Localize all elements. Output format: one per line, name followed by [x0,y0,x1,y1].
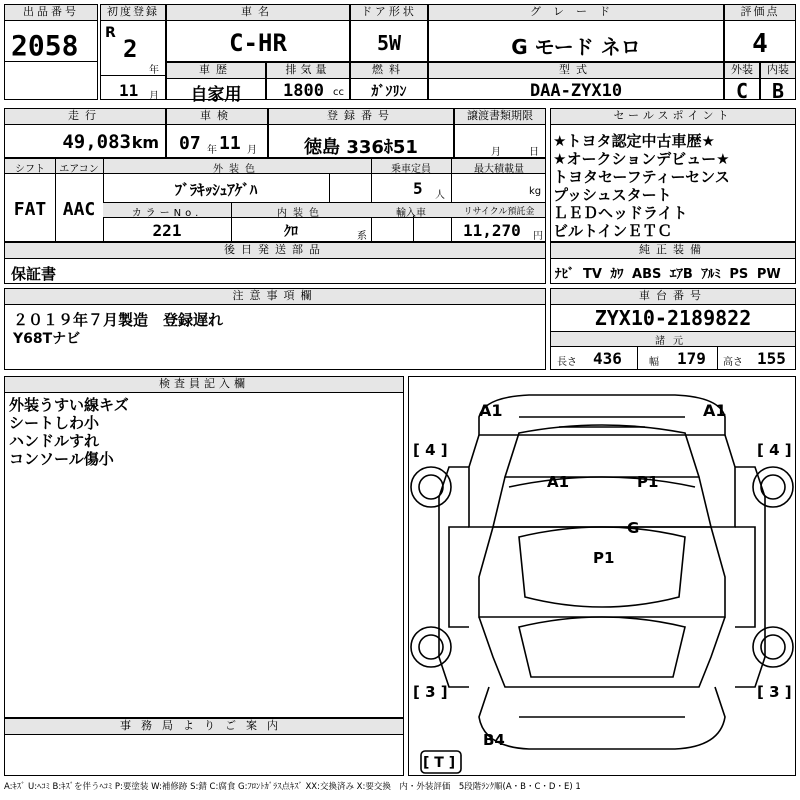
car-outline-icon [409,377,795,775]
fuel: ｶﾞｿﾘﾝ [371,84,407,100]
later-parts: 保証書 [11,265,57,283]
reg-year: 2 [123,35,138,63]
notes-line: ２０１９年７月製造 登録遅れ [13,311,224,329]
chassis-label: 車台番号 [551,289,795,305]
equipment-item: ﾅﾋﾞ [555,267,575,282]
mileage-unit: km [131,133,159,152]
damage-mark: A1 [479,401,503,420]
equipment-box [550,242,796,284]
grade-box [428,4,724,62]
lot-number-box [4,4,98,100]
mileage-box [4,108,166,158]
displacement-label: 排気量 [267,63,349,79]
inspector-line: ハンドルすれ [9,432,100,450]
spare-tire-depth: [ T ] [423,755,456,771]
transfer-month: 月 [491,147,501,158]
inspector-line: コンソール傷小 [9,450,114,468]
equipment-item: TV [583,267,602,282]
later-parts-box [4,242,546,284]
transfer-label: 譲渡書類期限 [455,109,545,125]
dims-label: 諸元 [655,336,691,347]
rating-box [724,4,796,62]
transfer-box [454,108,546,158]
recycle-unit: 円 [533,231,543,242]
color-no: 221 [152,221,182,240]
chassis-box [550,288,796,370]
fuel-label: 燃料 [351,63,427,79]
equipment-item: ｶﾜ [610,267,624,282]
equipment-item: ｱﾙﾐ [701,267,721,282]
damage-mark: B4 [483,731,505,749]
door: 5W [376,31,402,55]
car-diagram [408,376,796,776]
equipment-item: PS [729,267,749,282]
sales-points-label: セールスポイント [551,109,795,125]
plate-box [268,108,454,158]
interior-grade: B [771,79,785,103]
damage-mark: P1 [593,549,615,567]
length-label: 長さ [557,357,577,368]
inspection-box [166,108,268,158]
ext-color-label: 外装色 [213,164,261,175]
int-color: ｸﾛ [284,224,298,240]
ac-label: エアコン [59,164,99,175]
chassis-number: ZYX10-2189822 [594,306,752,330]
insp-month-unit: 月 [247,145,257,156]
history-box [166,62,266,105]
fuel-box [350,62,428,100]
inspector-line: 外装うすい線キズ [9,396,129,414]
month-unit: 月 [149,91,159,102]
mileage-label: 走行 [5,109,165,125]
notes-line: Y68Tナビ [13,331,81,347]
later-parts-label: 後日発送部品 [5,243,545,259]
shift: FAT [13,199,47,220]
capacity: 5 [413,179,423,198]
capacity-unit: 人 [435,190,445,201]
inspector-box [4,376,404,718]
width-label: 幅 [649,357,659,368]
lot-number: 2058 [11,29,79,62]
car-name-box [166,4,350,62]
history-label: 車歴 [167,63,265,79]
sales-point: プッシュスタート [553,186,672,204]
inspector-notes [9,396,129,468]
first-reg-label: 初度登録 [101,5,165,21]
equipment-item: ABS [632,267,662,282]
grade-label: グレード [429,5,723,21]
int-color-unit: 系 [357,231,367,242]
notes-label: 注意事項欄 [5,289,545,305]
spec-block [4,158,546,242]
tire-depth: [ 3 ] [413,683,448,701]
office-label: 事務局よりご案内 [5,719,403,735]
length: 436 [593,349,622,368]
plate-label: 登録番号 [269,109,453,125]
height: 155 [757,349,786,368]
color-no-label: カラーNo. [131,208,203,219]
year-unit: 年 [149,65,159,76]
insp-year: 07 [179,133,201,154]
displacement-unit: cc [333,87,344,98]
first-registration-box [100,4,166,100]
car-name: C-HR [229,29,287,57]
exterior-label: 外装 [725,63,759,79]
office-box [4,718,404,776]
recycle-label: リサイクル預託金 [463,207,535,217]
max-load-label: 最大積載量 [474,164,524,175]
reg-month: 11 [119,81,139,100]
lot-label: 出品番号 [5,5,97,21]
era: R [105,25,116,41]
grade: G モード ネロ [511,35,641,59]
legend: A:ｷｽﾞ U:ﾍｺﾐ B:ｷｽﾞを伴うﾍｺﾐ P:要塗装 W:補修跡 S:錆 C:腐食 G:ﾌﾛﾝﾄｶﾞﾗｽ点ｷｽﾞ XX:交換済み X:要交換 内・外装評価 5段階ﾗﾝｸ順(A・B・C・D・E) 1 [4,782,581,792]
insp-year-unit: 年 [207,145,217,156]
damage-mark: G [627,519,640,537]
int-color-label: 内装色 [277,208,325,219]
height-label: 高さ [723,357,743,368]
damage-mark: P1 [637,473,659,491]
import-label: 輸入車 [396,208,426,219]
notes-box [4,288,546,370]
sales-point: トヨタセーフティーセンス [553,168,730,186]
mileage: 49,083 [62,131,131,153]
rating: 4 [752,29,768,59]
recycle: 11,270 [463,221,521,240]
damage-mark: A1 [547,473,570,491]
model-label: 型式 [429,63,723,79]
max-load-unit: kg [529,186,542,197]
exterior-box [724,62,760,103]
capacity-label: 乗車定員 [391,164,431,175]
exterior-grade: C [735,79,749,103]
equipment-list [555,263,781,282]
sales-point: ビルトインＥＴＣ [553,222,673,240]
model: DAA-ZYX10 [529,81,623,101]
sales-points-list [553,132,730,240]
rating-label: 評価点 [725,5,795,21]
interior-box [760,62,796,103]
displacement: 1800 [283,81,324,101]
equipment-item: ｴｱB [669,267,693,282]
equipment-label: 純正装備 [551,243,795,259]
damage-mark: A1 [703,401,727,420]
displacement-box [266,62,350,100]
door-box [350,4,428,62]
car-name-label: 車名 [167,5,349,21]
ac: AAC [62,199,96,220]
door-label: ドア形状 [351,5,427,21]
inspector-label: 検査員記入欄 [5,377,403,393]
history: 自家用 [190,85,242,105]
ext-color: ﾌﾞﾗｷｯｼｭｱｹﾞﾊ [174,181,258,199]
tire-depth: [ 4 ] [757,441,792,459]
shift-label: シフト [15,164,45,175]
interior-label: 内装 [761,63,795,79]
sales-point: ★トヨタ認定中古車歴★ [553,132,715,150]
tire-depth: [ 4 ] [413,441,448,459]
inspector-line: シートしわ小 [9,414,100,432]
inspection-label: 車検 [167,109,267,125]
sales-point: ＬＥＤヘッドライト [553,204,688,222]
sales-point: ★オークションデビュー★ [553,150,730,168]
plate: 徳島 336ﾎ51 [304,137,418,158]
equipment-item: PW [756,267,781,282]
tire-depth: [ 3 ] [757,683,792,701]
insp-month: 11 [219,133,241,154]
width: 179 [677,349,706,368]
transfer-day: 日 [529,147,539,158]
model-box [428,62,724,100]
sales-points-box [550,108,796,242]
